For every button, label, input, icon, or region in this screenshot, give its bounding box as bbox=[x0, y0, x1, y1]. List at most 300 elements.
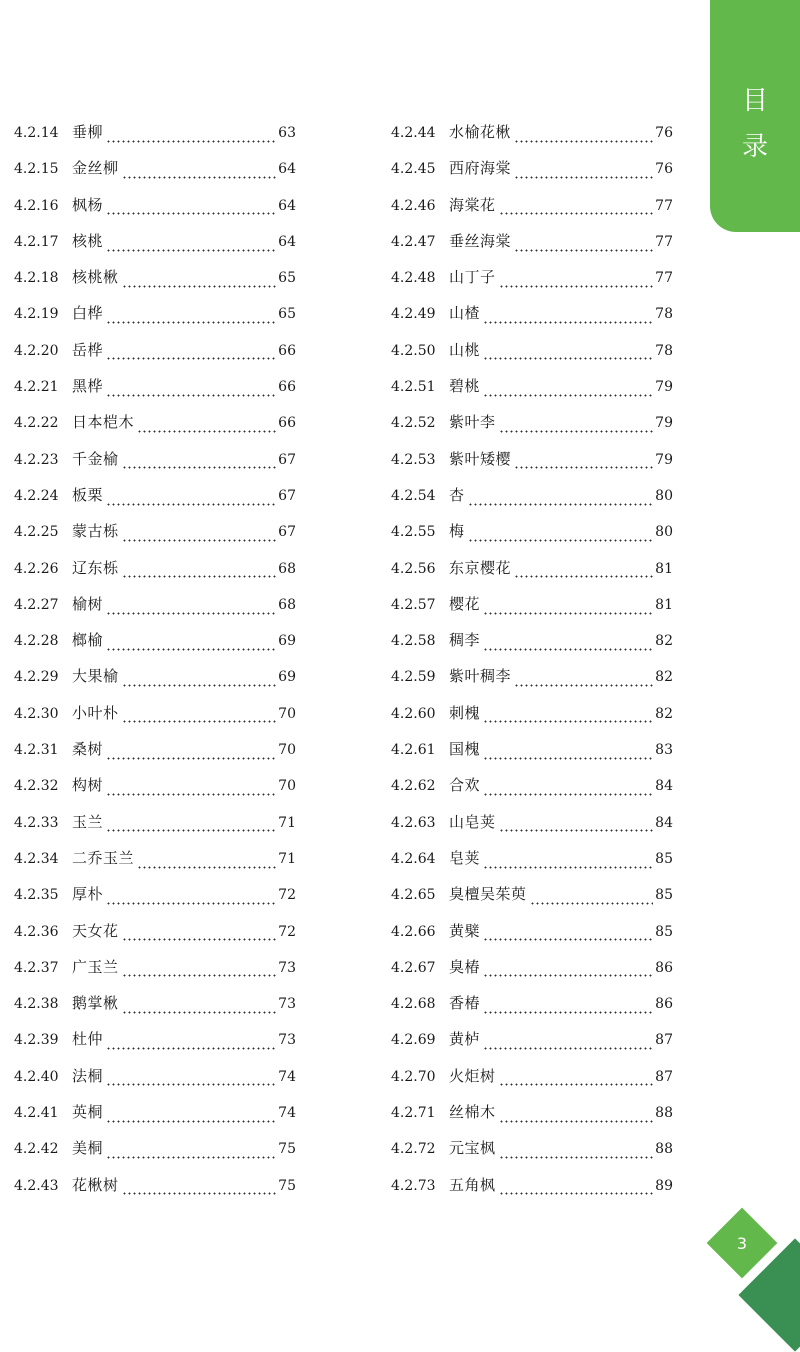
toc-entry[interactable] bbox=[14, 557, 296, 593]
toc-entry-number: 4.2.27 bbox=[14, 596, 59, 613]
toc-entry-page: 76 bbox=[655, 125, 673, 141]
toc-entry[interactable] bbox=[391, 811, 673, 847]
toc-entry-number: 4.2.19 bbox=[14, 306, 59, 323]
toc-dot-leader bbox=[530, 902, 654, 905]
toc-dot-leader bbox=[514, 140, 653, 143]
toc-entry[interactable] bbox=[14, 230, 296, 266]
toc-entry[interactable] bbox=[391, 1028, 673, 1064]
toc-entry-number: 4.2.21 bbox=[14, 379, 59, 396]
toc-entry[interactable] bbox=[14, 992, 296, 1028]
toc-dot-leader bbox=[483, 648, 653, 651]
toc-entry-page: 65 bbox=[278, 270, 296, 287]
toc-dot-leader bbox=[122, 938, 277, 941]
toc-entry-page: 75 bbox=[278, 1141, 296, 1158]
toc-dot-leader bbox=[106, 902, 276, 905]
toc-entry[interactable] bbox=[391, 520, 673, 556]
toc-entry-page: 69 bbox=[278, 669, 296, 686]
toc-dot-leader bbox=[499, 285, 654, 288]
toc-entry[interactable] bbox=[14, 702, 296, 738]
toc-dot-leader bbox=[499, 829, 654, 832]
toc-entry[interactable] bbox=[14, 484, 296, 520]
toc-entry-title: 白桦 bbox=[72, 304, 104, 323]
toc-entry-page: 82 bbox=[655, 705, 673, 722]
toc-entry-page: 68 bbox=[278, 596, 296, 613]
toc-entry[interactable] bbox=[14, 956, 296, 992]
toc-entry-title: 山楂 bbox=[449, 304, 481, 323]
toc-entry-page: 87 bbox=[655, 1032, 673, 1049]
toc-dot-leader bbox=[483, 612, 653, 615]
toc-entry[interactable] bbox=[14, 302, 296, 338]
toc-dot-leader bbox=[106, 829, 276, 832]
toc-entry-title: 核桃 bbox=[72, 231, 104, 250]
toc-entry-page: 85 bbox=[655, 850, 673, 867]
toc-entry-page: 77 bbox=[655, 270, 673, 287]
toc-dot-leader bbox=[106, 757, 276, 760]
toc-entry-title: 海棠花 bbox=[449, 195, 496, 214]
toc-entry-number: 4.2.40 bbox=[14, 1068, 59, 1085]
toc-entry-page: 64 bbox=[278, 161, 296, 178]
toc-entry-number: 4.2.58 bbox=[391, 633, 436, 650]
toc-header-char-1: 目 bbox=[741, 86, 768, 116]
toc-entry-number: 4.2.68 bbox=[391, 996, 436, 1013]
toc-entry-title: 合欢 bbox=[449, 776, 481, 795]
toc-entry-page: 77 bbox=[655, 197, 673, 214]
toc-entry-page: 65 bbox=[278, 306, 296, 323]
toc-dot-leader bbox=[122, 285, 277, 288]
toc-entry-title: 西府海棠 bbox=[449, 159, 512, 178]
toc-entry-number: 4.2.20 bbox=[14, 342, 59, 359]
toc-entry[interactable] bbox=[14, 811, 296, 847]
toc-entry[interactable] bbox=[14, 593, 296, 629]
toc-entry-number: 4.2.24 bbox=[14, 487, 59, 504]
toc-entry-number: 4.2.73 bbox=[391, 1177, 436, 1194]
toc-entry[interactable] bbox=[14, 339, 296, 375]
toc-entry-page: 71 bbox=[278, 850, 296, 867]
toc-entry-number: 4.2.54 bbox=[391, 487, 436, 504]
toc-entry[interactable] bbox=[391, 593, 673, 629]
toc-dot-leader bbox=[122, 720, 277, 723]
toc-right-column bbox=[391, 121, 673, 1210]
toc-dot-leader bbox=[499, 1156, 654, 1159]
toc-entry-title: 蒙古栎 bbox=[72, 522, 119, 541]
toc-entry-number: 4.2.29 bbox=[14, 669, 59, 686]
toc-dot-leader bbox=[122, 575, 277, 578]
toc-entry-number: 4.2.14 bbox=[14, 125, 59, 141]
toc-dot-leader bbox=[122, 1011, 277, 1014]
toc-entry-title: 核桃楸 bbox=[72, 268, 119, 287]
toc-entry-page: 74 bbox=[278, 1068, 296, 1085]
toc-entry-number: 4.2.55 bbox=[391, 524, 436, 541]
toc-entry[interactable] bbox=[14, 157, 296, 193]
toc-entry[interactable] bbox=[391, 956, 673, 992]
toc-entry-title: 紫叶李 bbox=[449, 413, 496, 432]
toc-entry-page: 84 bbox=[655, 778, 673, 795]
toc-entry-title: 黄栌 bbox=[449, 1030, 481, 1049]
toc-dot-leader bbox=[106, 1047, 276, 1050]
toc-dot-leader bbox=[483, 720, 653, 723]
toc-entry[interactable] bbox=[391, 1137, 673, 1173]
toc-entry[interactable] bbox=[14, 1137, 296, 1173]
toc-dot-leader bbox=[514, 575, 653, 578]
toc-entry-number: 4.2.22 bbox=[14, 415, 59, 432]
toc-entry-number: 4.2.31 bbox=[14, 742, 59, 759]
toc-entry[interactable] bbox=[391, 1065, 673, 1101]
toc-entry-number: 4.2.53 bbox=[391, 451, 436, 468]
toc-entry[interactable] bbox=[14, 375, 296, 411]
toc-entry[interactable] bbox=[391, 484, 673, 520]
toc-entry-page: 87 bbox=[655, 1068, 673, 1085]
toc-entry-number: 4.2.72 bbox=[391, 1141, 436, 1158]
toc-entry-title: 臭椿 bbox=[449, 957, 481, 976]
toc-dot-leader bbox=[483, 757, 653, 760]
toc-dot-leader bbox=[106, 1083, 276, 1086]
toc-entry-page: 70 bbox=[278, 705, 296, 722]
toc-entry-title: 五角枫 bbox=[449, 1175, 496, 1194]
toc-entry-title: 垂柳 bbox=[72, 123, 104, 141]
toc-entry-title: 梅 bbox=[449, 522, 465, 541]
toc-entry-title: 板栗 bbox=[72, 485, 104, 504]
toc-entry[interactable] bbox=[391, 1174, 673, 1210]
toc-entry-title: 水榆花楸 bbox=[449, 123, 512, 141]
toc-dot-leader bbox=[106, 357, 276, 360]
toc-dot-leader bbox=[106, 1120, 276, 1123]
toc-entry-page: 86 bbox=[655, 996, 673, 1013]
toc-entry-page: 72 bbox=[278, 923, 296, 940]
toc-entry[interactable] bbox=[14, 1101, 296, 1137]
toc-dot-leader bbox=[122, 466, 277, 469]
toc-entry[interactable] bbox=[391, 557, 673, 593]
toc-entry-title: 榆树 bbox=[72, 594, 104, 613]
toc-entry-page: 67 bbox=[278, 524, 296, 541]
toc-entry-page: 85 bbox=[655, 923, 673, 940]
toc-entry[interactable] bbox=[391, 230, 673, 266]
toc-entry-page: 79 bbox=[655, 379, 673, 396]
toc-entry-page: 83 bbox=[655, 742, 673, 759]
toc-entry-page: 73 bbox=[278, 996, 296, 1013]
toc-dot-leader bbox=[499, 1083, 654, 1086]
toc-entry-number: 4.2.25 bbox=[14, 524, 59, 541]
toc-entry-number: 4.2.41 bbox=[14, 1105, 59, 1122]
toc-entry-page: 70 bbox=[278, 742, 296, 759]
toc-entry-page: 86 bbox=[655, 959, 673, 976]
toc-entry-page: 79 bbox=[655, 415, 673, 432]
toc-entry[interactable] bbox=[391, 121, 673, 157]
toc-entry-page: 72 bbox=[278, 887, 296, 904]
toc-entry-page: 80 bbox=[655, 487, 673, 504]
toc-entry-title: 桑树 bbox=[72, 740, 104, 759]
toc-entry-number: 4.2.62 bbox=[391, 778, 436, 795]
toc-dot-leader bbox=[122, 539, 277, 542]
toc-entry-number: 4.2.16 bbox=[14, 197, 59, 214]
toc-entry-page: 73 bbox=[278, 959, 296, 976]
toc-entry-number: 4.2.45 bbox=[391, 161, 436, 178]
toc-entry-number: 4.2.39 bbox=[14, 1032, 59, 1049]
toc-entry-page: 77 bbox=[655, 233, 673, 250]
toc-entry-title: 黑桦 bbox=[72, 377, 104, 396]
toc-dot-leader bbox=[483, 321, 653, 324]
toc-entry-title: 天女花 bbox=[72, 921, 119, 940]
toc-dot-leader bbox=[122, 974, 277, 977]
toc-entry-number: 4.2.69 bbox=[391, 1032, 436, 1049]
toc-entry[interactable] bbox=[14, 883, 296, 919]
toc-entry-number: 4.2.71 bbox=[391, 1105, 436, 1122]
toc-entry-title: 稠李 bbox=[449, 631, 481, 650]
toc-entry-title: 紫叶矮樱 bbox=[449, 449, 512, 468]
toc-entry-number: 4.2.37 bbox=[14, 959, 59, 976]
toc-entry-title: 厚朴 bbox=[72, 885, 104, 904]
toc-entry[interactable] bbox=[14, 774, 296, 810]
toc-entry-title: 香椿 bbox=[449, 994, 481, 1013]
toc-entry-title: 构树 bbox=[72, 776, 104, 795]
toc-entry-page: 69 bbox=[278, 633, 296, 650]
toc-entry-page: 66 bbox=[278, 415, 296, 432]
toc-entry-number: 4.2.51 bbox=[391, 379, 436, 396]
toc-entry-page: 80 bbox=[655, 524, 673, 541]
toc-entry-title: 法桐 bbox=[72, 1066, 104, 1085]
toc-entry[interactable] bbox=[391, 302, 673, 338]
toc-entry-title: 元宝枫 bbox=[449, 1139, 496, 1158]
toc-entry-title: 日本桤木 bbox=[72, 413, 135, 432]
toc-dot-leader bbox=[499, 430, 654, 433]
toc-entry-title: 樱花 bbox=[449, 594, 481, 613]
toc-entry-title: 枫杨 bbox=[72, 195, 104, 214]
toc-entry-title: 臭檀吴茱萸 bbox=[449, 885, 527, 904]
toc-entry-number: 4.2.65 bbox=[391, 887, 436, 904]
toc-entry-page: 64 bbox=[278, 233, 296, 250]
toc-entry-page: 68 bbox=[278, 560, 296, 577]
toc-dot-leader bbox=[483, 1011, 653, 1014]
toc-entry-number: 4.2.44 bbox=[391, 125, 436, 141]
toc-entry-title: 山皂荚 bbox=[449, 812, 496, 831]
toc-entry-page: 82 bbox=[655, 669, 673, 686]
toc-entry-page: 67 bbox=[278, 487, 296, 504]
toc-entry[interactable] bbox=[391, 448, 673, 484]
toc-entry-title: 刺槐 bbox=[449, 703, 481, 722]
toc-dot-leader bbox=[137, 430, 276, 433]
toc-entry-number: 4.2.64 bbox=[391, 850, 436, 867]
toc-entry-page: 85 bbox=[655, 887, 673, 904]
toc-entry-number: 4.2.43 bbox=[14, 1177, 59, 1194]
toc-dot-leader bbox=[483, 866, 653, 869]
toc-entry-page: 75 bbox=[278, 1177, 296, 1194]
toc-entry-number: 4.2.59 bbox=[391, 669, 436, 686]
toc-entry-number: 4.2.18 bbox=[14, 270, 59, 287]
toc-entry[interactable] bbox=[14, 920, 296, 956]
toc-entry[interactable] bbox=[14, 1028, 296, 1064]
toc-entry-number: 4.2.57 bbox=[391, 596, 436, 613]
toc-entry-number: 4.2.49 bbox=[391, 306, 436, 323]
toc-entry-title: 国槐 bbox=[449, 740, 481, 759]
toc-dot-leader bbox=[106, 793, 276, 796]
toc-dot-leader bbox=[514, 176, 653, 179]
toc-entry-title: 皂荚 bbox=[449, 848, 481, 867]
toc-entry-title: 金丝柳 bbox=[72, 159, 119, 178]
toc-entry-title: 黄檗 bbox=[449, 921, 481, 940]
toc-entry-page: 84 bbox=[655, 814, 673, 831]
toc-entry[interactable] bbox=[14, 738, 296, 774]
toc-entry-title: 英桐 bbox=[72, 1103, 104, 1122]
toc-dot-leader bbox=[483, 357, 653, 360]
toc-entry-number: 4.2.38 bbox=[14, 996, 59, 1013]
toc-entry[interactable] bbox=[14, 448, 296, 484]
toc-entry[interactable] bbox=[391, 411, 673, 447]
toc-entry-number: 4.2.47 bbox=[391, 233, 436, 250]
toc-entry[interactable] bbox=[14, 665, 296, 701]
toc-entry-title: 火炬树 bbox=[449, 1066, 496, 1085]
toc-entry-title: 碧桃 bbox=[449, 377, 481, 396]
toc-entry[interactable] bbox=[391, 1101, 673, 1137]
toc-dot-leader bbox=[106, 648, 276, 651]
toc-entry-number: 4.2.46 bbox=[391, 197, 436, 214]
toc-entry[interactable] bbox=[391, 629, 673, 665]
toc-dot-leader bbox=[122, 1192, 277, 1195]
toc-dot-leader bbox=[122, 176, 277, 179]
toc-entry-title: 岳桦 bbox=[72, 340, 104, 359]
toc-entry-number: 4.2.61 bbox=[391, 742, 436, 759]
toc-entry-number: 4.2.30 bbox=[14, 705, 59, 722]
toc-entry-page: 71 bbox=[278, 814, 296, 831]
toc-dot-leader bbox=[483, 793, 653, 796]
toc-dot-leader bbox=[499, 1120, 654, 1123]
toc-entry-title: 山桃 bbox=[449, 340, 481, 359]
toc-entry-title: 大果榆 bbox=[72, 667, 119, 686]
toc-entry[interactable] bbox=[391, 157, 673, 193]
toc-entry-title: 美桐 bbox=[72, 1139, 104, 1158]
toc-entry[interactable] bbox=[14, 520, 296, 556]
toc-entry-title: 辽东栎 bbox=[72, 558, 119, 577]
toc-dot-leader bbox=[483, 938, 653, 941]
toc-entry-page: 76 bbox=[655, 161, 673, 178]
toc-dot-leader bbox=[137, 866, 276, 869]
toc-entry[interactable] bbox=[14, 194, 296, 230]
toc-entry-title: 杏 bbox=[449, 485, 465, 504]
toc-dot-leader bbox=[514, 466, 653, 469]
toc-left-column bbox=[14, 121, 296, 1210]
toc-dot-leader bbox=[483, 394, 653, 397]
toc-entry-title: 榔榆 bbox=[72, 631, 104, 650]
toc-entry-page: 74 bbox=[278, 1105, 296, 1122]
toc-entry-page: 66 bbox=[278, 379, 296, 396]
toc-entry-title: 紫叶稠李 bbox=[449, 667, 512, 686]
toc-entry-number: 4.2.52 bbox=[391, 415, 436, 432]
toc-entry-title: 杜仲 bbox=[72, 1030, 104, 1049]
toc-entry[interactable] bbox=[391, 375, 673, 411]
toc-entry[interactable] bbox=[391, 339, 673, 375]
toc-entry-page: 78 bbox=[655, 306, 673, 323]
toc-entry-number: 4.2.35 bbox=[14, 887, 59, 904]
toc-entry[interactable] bbox=[391, 738, 673, 774]
toc-entry-title: 山丁子 bbox=[449, 268, 496, 287]
toc-header-char-2: 录 bbox=[741, 132, 768, 162]
toc-dot-leader bbox=[468, 503, 654, 506]
toc-entry[interactable] bbox=[14, 847, 296, 883]
toc-entry[interactable] bbox=[14, 629, 296, 665]
toc-entry-number: 4.2.36 bbox=[14, 923, 59, 940]
toc-entry[interactable] bbox=[391, 194, 673, 230]
toc-entry-page: 79 bbox=[655, 451, 673, 468]
toc-entry[interactable] bbox=[391, 883, 673, 919]
toc-dot-leader bbox=[106, 394, 276, 397]
toc-dot-leader bbox=[483, 1047, 653, 1050]
toc-entry-number: 4.2.23 bbox=[14, 451, 59, 468]
toc-entry[interactable] bbox=[391, 266, 673, 302]
toc-entry-title: 小叶朴 bbox=[72, 703, 119, 722]
toc-entry-number: 4.2.17 bbox=[14, 233, 59, 250]
toc-entry-page: 82 bbox=[655, 633, 673, 650]
toc-entry-number: 4.2.15 bbox=[14, 161, 59, 178]
toc-entry-page: 70 bbox=[278, 778, 296, 795]
toc-entry[interactable] bbox=[391, 774, 673, 810]
toc-entry-number: 4.2.56 bbox=[391, 560, 436, 577]
toc-entry[interactable] bbox=[14, 121, 296, 157]
toc-entry-number: 4.2.67 bbox=[391, 959, 436, 976]
toc-entry[interactable] bbox=[14, 266, 296, 302]
toc-entry[interactable] bbox=[391, 992, 673, 1028]
toc-entry-page: 63 bbox=[278, 125, 296, 141]
toc-entry-title: 东京樱花 bbox=[449, 558, 512, 577]
toc-entry-title: 千金榆 bbox=[72, 449, 119, 468]
toc-entry-number: 4.2.32 bbox=[14, 778, 59, 795]
toc-dot-leader bbox=[514, 249, 653, 252]
toc-entry-title: 鹅掌楸 bbox=[72, 994, 119, 1013]
toc-entry-page: 89 bbox=[655, 1177, 673, 1194]
toc-dot-leader bbox=[106, 249, 276, 252]
page-number: 3 bbox=[736, 1233, 748, 1253]
toc-entry-page: 64 bbox=[278, 197, 296, 214]
toc-dot-leader bbox=[106, 612, 276, 615]
toc-dot-leader bbox=[106, 503, 276, 506]
toc-entry-page: 81 bbox=[655, 560, 673, 577]
toc-dot-leader bbox=[106, 140, 276, 143]
toc-dot-leader bbox=[499, 212, 654, 215]
toc-entry[interactable] bbox=[391, 847, 673, 883]
toc-entry-title: 玉兰 bbox=[72, 812, 104, 831]
toc-entry[interactable] bbox=[14, 1065, 296, 1101]
toc-entry-number: 4.2.33 bbox=[14, 814, 59, 831]
toc-entry[interactable] bbox=[391, 702, 673, 738]
toc-entry-page: 66 bbox=[278, 342, 296, 359]
toc-entry-title: 丝棉木 bbox=[449, 1103, 496, 1122]
toc-entry-page: 81 bbox=[655, 596, 673, 613]
toc-entry-number: 4.2.63 bbox=[391, 814, 436, 831]
toc-entry-title: 花楸树 bbox=[72, 1175, 119, 1194]
toc-entry-page: 78 bbox=[655, 342, 673, 359]
toc-entry-number: 4.2.60 bbox=[391, 705, 436, 722]
toc-dot-leader bbox=[468, 539, 654, 542]
toc-entry-page: 88 bbox=[655, 1141, 673, 1158]
toc-entry-title: 广玉兰 bbox=[72, 957, 119, 976]
toc-entry-page: 88 bbox=[655, 1105, 673, 1122]
toc-entry-number: 4.2.42 bbox=[14, 1141, 59, 1158]
toc-entry-page: 73 bbox=[278, 1032, 296, 1049]
toc-entry-number: 4.2.34 bbox=[14, 850, 59, 867]
toc-entry[interactable] bbox=[14, 411, 296, 447]
toc-dot-leader bbox=[106, 321, 276, 324]
toc-entry[interactable] bbox=[391, 920, 673, 956]
toc-dot-leader bbox=[499, 1192, 654, 1195]
toc-entry-number: 4.2.28 bbox=[14, 633, 59, 650]
toc-entry[interactable] bbox=[391, 665, 673, 701]
toc-entry-number: 4.2.50 bbox=[391, 342, 436, 359]
toc-entry-page: 67 bbox=[278, 451, 296, 468]
toc-header-tab bbox=[710, 0, 800, 232]
toc-dot-leader bbox=[483, 974, 653, 977]
toc-entry-number: 4.2.48 bbox=[391, 270, 436, 287]
toc-entry-number: 4.2.70 bbox=[391, 1068, 436, 1085]
toc-entry[interactable] bbox=[14, 1174, 296, 1210]
toc-entry-title: 二乔玉兰 bbox=[72, 848, 135, 867]
toc-entry-number: 4.2.66 bbox=[391, 923, 436, 940]
